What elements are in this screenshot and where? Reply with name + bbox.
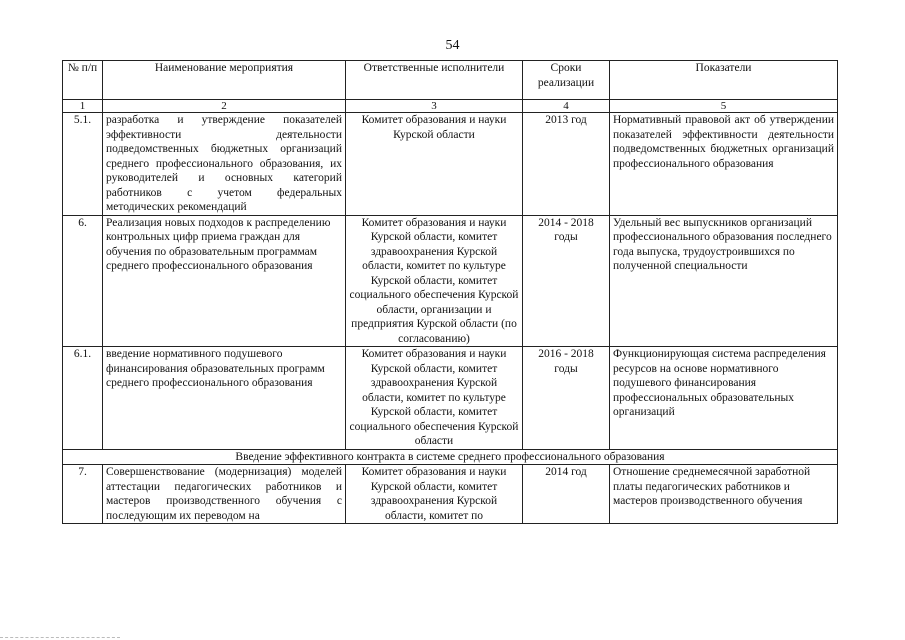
- header-num: № п/п: [63, 61, 103, 100]
- table-header-row: [63, 61, 838, 100]
- column-number: 2: [103, 100, 346, 113]
- page-number: 54: [445, 38, 460, 53]
- row-number: [63, 465, 103, 524]
- header-name: Наименование мероприятия: [103, 61, 346, 100]
- row-number: 6.1.: [63, 347, 103, 450]
- responsible-executors: Комитет образования и науки Курской области, комитет здравоохранения Курской области, комитет по культуре Курской области, комитет социального обеспечения Курской области: [346, 347, 523, 450]
- row-number-text: 7.: [78, 466, 87, 478]
- measures-table: [62, 60, 838, 524]
- indicators: Удельный вес выпускников организаций профессионального образования последнего года выпуска, трудоустроившихся по полученной специальности: [610, 215, 838, 347]
- indicators: [610, 465, 838, 524]
- responsible-executors-text: Комитет образования и науки Курской области, комитет здравоохранения Курской области, комитет по: [361, 466, 507, 522]
- header-responsible: Ответственные исполнители: [346, 61, 523, 100]
- indicators: Функционирующая система распределения ресурсов на основе нормативного подушевого финансирования профессиональных образовательных организаций: [610, 347, 838, 450]
- implementation-term: 2016 - 2018 годы: [523, 347, 610, 450]
- measure-name-text: Совершенствование (модернизация) моделей аттестации педагогических работников и мастеров производственного обучения с последующим их переводом на: [106, 466, 342, 522]
- measure-name: введение нормативного подушевого финансирования образовательных программ среднего профессионального образования: [103, 347, 346, 450]
- column-number: 4: [523, 100, 610, 113]
- row-number: 5.1.: [63, 113, 103, 216]
- measure-name: Реализация новых подходов к распределению контрольных цифр приема граждан для обучения по образовательным программам среднего профессионального образования: [103, 215, 346, 347]
- responsible-executors: Комитет образования и науки Курской области, комитет здравоохранения Курской области, комитет по культуре Курской области, комитет социального обеспечения Курской области, организации и предприятия Курской области (по согласованию): [346, 215, 523, 347]
- indicators-text: Отношение среднемесячной заработной платы педагогических работников и мастеров производственного обучения: [613, 466, 811, 507]
- table-row: [63, 347, 838, 450]
- row-number: 6.: [63, 215, 103, 347]
- header-indicators: Показатели: [610, 61, 838, 100]
- table-row: [63, 113, 838, 216]
- measure-name: разработка и утверждение показателей эффективности деятельности подведомственных бюджетных организаций среднего профессионального образования, их руководителей и основных категорий работников с учетом федеральных методических рекомендаций: [103, 113, 346, 216]
- header-term: Сроки реализации: [523, 61, 610, 100]
- column-number: 1: [63, 100, 103, 113]
- responsible-executors: Комитет образования и науки Курской области: [346, 113, 523, 216]
- implementation-term: [523, 465, 610, 524]
- measure-name: [103, 465, 346, 524]
- table-row: [63, 215, 838, 347]
- responsible-executors: [346, 465, 523, 524]
- section-row: [63, 449, 838, 465]
- scan-edge-line: [0, 636, 120, 638]
- column-numbers-row: [63, 100, 838, 113]
- table-row: [63, 465, 838, 524]
- implementation-term: 2013 год: [523, 113, 610, 216]
- implementation-term-text: 2014 год: [545, 466, 587, 478]
- indicators: Нормативный правовой акт об утверждении показателей эффективности деятельности подведомственных бюджетных организаций профессионального образования: [610, 113, 838, 216]
- column-number: 5: [610, 100, 838, 113]
- implementation-term: 2014 - 2018 годы: [523, 215, 610, 347]
- column-number: 3: [346, 100, 523, 113]
- section-title: Введение эффективного контракта в системе среднего профессионального образования: [63, 449, 838, 465]
